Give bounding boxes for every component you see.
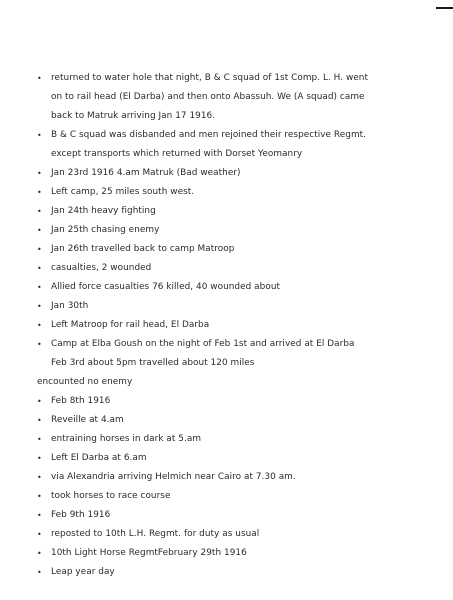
top-edge-rule — [436, 7, 453, 9]
entry-line: B & C squad was disbanded and men rejoined their respective Regmt. — [51, 130, 367, 140]
diary-entry — [37, 259, 409, 278]
entry-line: Reveille at 4.am — [51, 415, 124, 425]
diary-entry — [37, 316, 409, 335]
diary-entry — [37, 487, 409, 506]
entry-line: encounted no enemy — [37, 377, 133, 387]
bullet-icon: • — [37, 302, 42, 311]
entry-line: 10th Light Horse RegmtFebruary 29th 1916 — [51, 548, 247, 558]
bullet-icon: • — [37, 340, 42, 349]
bullet-icon: • — [37, 454, 42, 463]
entry-line: Feb 9th 1916 — [51, 510, 111, 520]
bullet-icon: • — [37, 169, 42, 178]
bullet-icon: • — [37, 416, 42, 425]
entry-line: Jan 30th — [51, 301, 89, 311]
diary-entry — [37, 297, 409, 316]
entry-line: Leap year day — [51, 567, 115, 577]
bullet-icon: • — [37, 473, 42, 482]
bullet-icon: • — [37, 207, 42, 216]
diary-entry — [37, 335, 409, 373]
bullet-icon: • — [37, 492, 42, 501]
entry-line: Jan 23rd 1916 4.am Matruk (Bad weather) — [51, 168, 241, 178]
diary-entry — [37, 468, 409, 487]
entry-line: Left camp, 25 miles south west. — [51, 187, 195, 197]
diary-entry — [37, 506, 409, 525]
entry-line: Left Matroop for rail head, El Darba — [51, 320, 210, 330]
bullet-icon: • — [37, 264, 42, 273]
entry-line: Feb 8th 1916 — [51, 396, 111, 406]
entry-line: Allied force casualties 76 killed, 40 wounded about — [51, 282, 281, 292]
entry-line: on to rail head (El Darba) and then onto Abassuh. We (A squad) came — [51, 92, 365, 102]
entry-line: Camp at Elba Goush on the night of Feb 1st and arrived at El Darba — [51, 339, 355, 349]
entry-line: Jan 25th chasing enemy — [51, 225, 160, 235]
diary-entry — [37, 183, 409, 202]
entry-line: via Alexandria arriving Helmich near Cairo at 7.30 am. — [51, 472, 296, 482]
diary-entry — [37, 430, 409, 449]
diary-note — [37, 373, 409, 392]
bullet-icon: • — [37, 283, 42, 292]
entry-line: Left El Darba at 6.am — [51, 453, 147, 463]
bullet-icon: • — [37, 321, 42, 330]
entry-line: entraining horses in dark at 5.am — [51, 434, 202, 444]
diary-entry — [37, 563, 409, 582]
diary-entry — [37, 544, 409, 563]
diary-entry — [37, 126, 409, 164]
diary-entry — [37, 164, 409, 183]
entry-line: casualties, 2 wounded — [51, 263, 152, 273]
diary-entry — [37, 278, 409, 297]
diary-entry — [37, 221, 409, 240]
diary-entry — [37, 449, 409, 468]
entry-line: reposted to 10th L.H. Regmt. for duty as usual — [51, 529, 260, 539]
entry-line: Jan 26th travelled back to camp Matroop — [51, 244, 235, 254]
bullet-icon: • — [37, 74, 42, 83]
bullet-icon: • — [37, 397, 42, 406]
entry-line: Feb 3rd about 5pm travelled about 120 miles — [51, 358, 255, 368]
bullet-icon: • — [37, 188, 42, 197]
bullet-icon: • — [37, 435, 42, 444]
entry-line: except transports which returned with Dorset Yeomanry — [51, 149, 303, 159]
entry-line: Jan 24th heavy fighting — [51, 206, 156, 216]
diary-entry — [37, 202, 409, 221]
bullet-icon: • — [37, 530, 42, 539]
bullet-icon: • — [37, 511, 42, 520]
diary-entry — [37, 69, 409, 126]
bullet-icon: • — [37, 568, 42, 577]
diary-entry — [37, 525, 409, 544]
entry-line: took horses to race course — [51, 491, 171, 501]
entry-line: back to Matruk arriving Jan 17 1916. — [51, 111, 216, 121]
diary-entry — [37, 392, 409, 411]
diary-entry — [37, 240, 409, 259]
bullet-icon: • — [37, 549, 42, 558]
diary-page — [37, 69, 409, 582]
diary-entry — [37, 411, 409, 430]
bullet-icon: • — [37, 226, 42, 235]
bullet-icon: • — [37, 245, 42, 254]
bullet-icon: • — [37, 131, 42, 140]
entry-line: returned to water hole that night, B & C squad of 1st Comp. L. H. went — [51, 73, 369, 83]
